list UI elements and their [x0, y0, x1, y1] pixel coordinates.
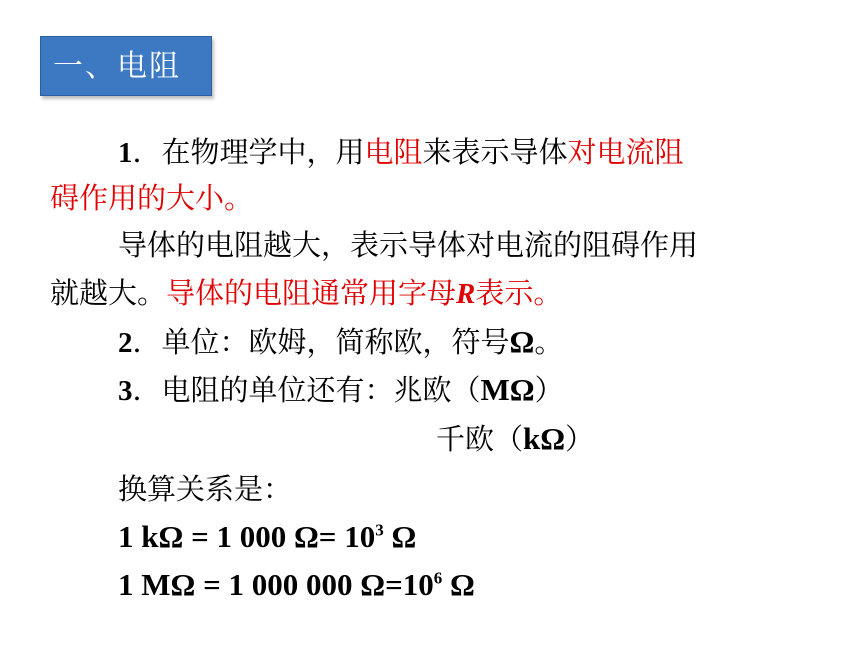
equation-megaohm	[118, 565, 860, 605]
paragraph-2-line-1	[118, 225, 860, 265]
highlight-definition: 对电流阻	[567, 135, 684, 169]
paragraph-1-line-2	[50, 178, 860, 218]
ohm-symbol: Ω	[509, 324, 535, 359]
text: ．单位：欧姆，简称欧，符号	[132, 325, 510, 359]
paragraph-1-line-1	[118, 132, 860, 173]
text: 就越大。	[50, 276, 167, 310]
highlight-symbol-end: 表示。	[475, 276, 563, 310]
unit-megaohm: MΩ	[480, 372, 535, 407]
section-title: 一、电阻	[40, 36, 212, 96]
exponent: 3	[375, 520, 384, 540]
item-number: 3	[118, 375, 133, 407]
text: ）	[565, 422, 595, 456]
item-number: 1	[118, 137, 133, 169]
text: ．电阻的单位还有：兆欧（	[132, 373, 481, 407]
symbol-R: R	[456, 278, 476, 310]
highlight-symbol-sentence: 导体的电阻通常用字母	[166, 276, 457, 310]
item-number: 2	[118, 327, 133, 359]
paragraph-4	[118, 370, 860, 411]
equation-kiloohm	[118, 517, 860, 557]
unit-kiloohm: kΩ	[523, 421, 566, 456]
text: ．在物理学中，用	[132, 135, 365, 169]
equation-right: Ω	[383, 519, 417, 554]
text: 导体的电阻越大，表示导体对电流的阻碍作用	[118, 228, 699, 262]
text: 。	[534, 325, 564, 359]
text: ）	[534, 373, 564, 407]
paragraph-2-line-2	[50, 273, 860, 314]
text: 来表示导体	[422, 135, 568, 169]
equation-left: 1 kΩ = 1 000 Ω= 10	[118, 519, 376, 554]
highlight-resistance: 电阻	[364, 135, 423, 169]
exponent: 6	[433, 568, 443, 588]
text: 换算关系是：	[118, 472, 293, 506]
paragraph-3	[118, 322, 860, 363]
conversion-heading	[118, 469, 860, 509]
equation-right: Ω	[442, 567, 475, 602]
paragraph-5	[436, 419, 860, 459]
equation-left: 1 MΩ = 1 000 000 Ω=10	[118, 567, 434, 602]
highlight-definition-cont: 碍作用的大小。	[50, 181, 254, 215]
text: 千欧（	[436, 422, 524, 456]
